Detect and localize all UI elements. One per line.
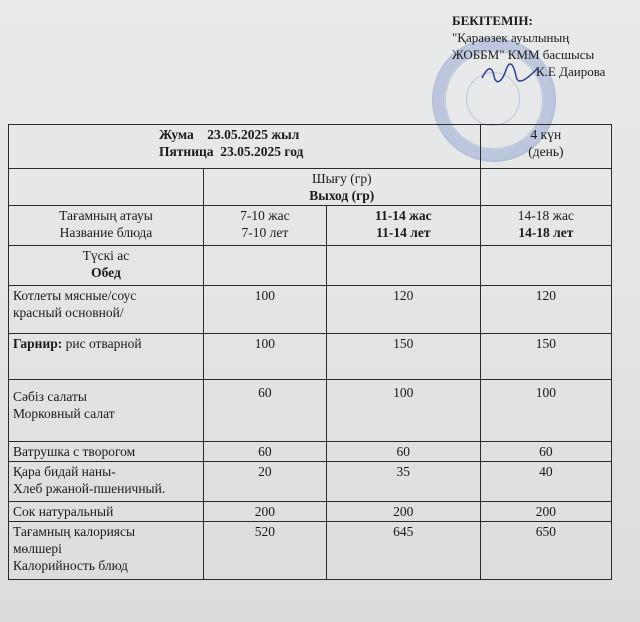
dish-name-header-ru: Название блюда — [59, 225, 153, 240]
dish-name-cont: Морковный салат — [13, 406, 115, 421]
dish-name-cont: красный основной/ — [13, 305, 124, 320]
table-row — [9, 442, 612, 462]
day-kz: Жума — [159, 127, 194, 142]
calories-label: Тағамның калориясы — [13, 524, 136, 539]
table-row — [9, 169, 612, 206]
portion-value: 120 — [480, 286, 611, 334]
dish-name-cell — [9, 334, 204, 380]
dish-name-cell — [9, 462, 204, 502]
empty-cell — [203, 246, 326, 286]
portion-value: 40 — [480, 462, 611, 502]
meal-ru: Обед — [91, 265, 121, 280]
calorie-value: 520 — [203, 522, 326, 580]
portion-value: 60 — [480, 442, 611, 462]
date-cell — [9, 125, 481, 169]
age-group-ru: 14-18 лет — [518, 225, 574, 240]
table-row — [9, 206, 612, 246]
table-row — [9, 246, 612, 286]
calories-label-cont: мөлшері — [13, 541, 62, 556]
output-header-kz: Шығу (гр) — [311, 171, 372, 186]
age-group-cell — [480, 206, 611, 246]
portion-value: 35 — [326, 462, 480, 502]
dish-name-cont: Хлеб ржаной-пшеничный. — [13, 481, 166, 496]
portion-value: 100 — [203, 334, 326, 380]
dish-name: рис отварной — [62, 336, 142, 351]
dish-prefix: Гарнир: — [13, 336, 63, 351]
empty-cell — [326, 246, 480, 286]
meal-cell — [9, 246, 204, 286]
portion-value: 150 — [480, 334, 611, 380]
portion-value: 100 — [203, 286, 326, 334]
table-row — [9, 502, 612, 522]
approval-heading: БЕКІТЕМІН: — [452, 13, 533, 28]
age-group-cell — [326, 206, 480, 246]
empty-cell — [480, 169, 611, 206]
empty-cell — [9, 169, 204, 206]
calories-label-ru: Калорийность блюд — [13, 558, 128, 573]
age-group-kz: 14-18 жас — [517, 208, 574, 223]
approval-signer: К.Е Даирова — [536, 64, 606, 79]
day-ru: Пятница — [159, 144, 214, 159]
approval-school-line1: "Қараөзек ауылының — [452, 30, 570, 45]
meal-kz: Түскі ас — [82, 248, 130, 263]
approval-school-line2: ЖОББМ" КММ басшысы — [452, 47, 595, 62]
dish-name: Сәбіз салаты — [13, 389, 87, 404]
dish-name-cell: Ватрушка с творогом — [9, 442, 204, 462]
age-group-ru: 11-14 лет — [376, 225, 431, 240]
portion-value: 60 — [203, 380, 326, 442]
calorie-value: 645 — [326, 522, 480, 580]
calorie-value: 650 — [480, 522, 611, 580]
day-number-kz: 4 күн — [530, 127, 562, 142]
portion-value: 20 — [203, 462, 326, 502]
portion-value: 150 — [326, 334, 480, 380]
age-group-kz: 7-10 жас — [240, 208, 290, 223]
dish-name: Қара бидай наны- — [13, 464, 116, 479]
day-number-cell — [480, 125, 611, 169]
table-row — [9, 334, 612, 380]
portion-value: 60 — [326, 442, 480, 462]
portion-value: 100 — [480, 380, 611, 442]
output-header-cell — [203, 169, 480, 206]
empty-cell — [480, 246, 611, 286]
dish-name-header-cell — [9, 206, 204, 246]
portion-value: 200 — [480, 502, 611, 522]
menu-table — [8, 124, 612, 580]
age-group-kz: 11-14 жас — [374, 208, 432, 223]
dish-name-cell — [9, 286, 204, 334]
portion-value: 60 — [203, 442, 326, 462]
age-group-ru: 7-10 лет — [241, 225, 289, 240]
table-row — [9, 522, 612, 580]
dish-name-cell — [9, 380, 204, 442]
portion-value: 200 — [203, 502, 326, 522]
dish-name-cell: Сок натуральный — [9, 502, 204, 522]
dish-name-header-kz: Тағамның атауы — [59, 208, 153, 223]
approval-block — [452, 12, 640, 80]
date-ru: 23.05.2025 год — [220, 144, 304, 159]
table-row — [9, 380, 612, 442]
table-row — [9, 125, 612, 169]
calories-label-cell — [9, 522, 204, 580]
age-group-cell — [203, 206, 326, 246]
day-number-ru: (день) — [528, 144, 564, 159]
dish-name: Котлеты мясные/соус — [13, 288, 137, 303]
date-kz: 23.05.2025 жыл — [207, 127, 300, 142]
output-header-ru: Выход (гр) — [309, 188, 375, 203]
portion-value: 200 — [326, 502, 480, 522]
table-row — [9, 286, 612, 334]
portion-value: 120 — [326, 286, 480, 334]
portion-value: 100 — [326, 380, 480, 442]
table-row — [9, 462, 612, 502]
